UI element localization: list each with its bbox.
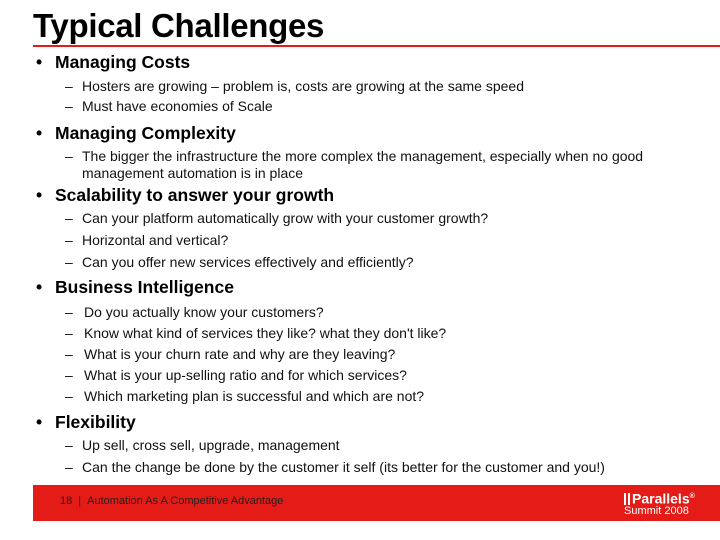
logo-event: Summit 2008 xyxy=(624,505,689,517)
list-item-text: Horizontal and vertical? xyxy=(82,232,229,248)
dash-glyph: – xyxy=(65,98,73,114)
list-item xyxy=(65,388,424,405)
list-item-text: Can the change be done by the customer it self (its better for the customer and you!) xyxy=(82,459,605,475)
section-heading: Scalability to answer your growth xyxy=(55,185,335,205)
list-item-text: The bigger the infrastructure the more complex the management, especially when no good management automation is in place xyxy=(82,148,644,181)
list-item-text: Must have economies of Scale xyxy=(82,98,273,114)
section-heading: Managing Complexity xyxy=(55,123,236,143)
list-item-text: Know what kind of services they like? what they don't like? xyxy=(84,325,447,341)
list-item xyxy=(65,232,228,249)
list-item xyxy=(65,437,340,454)
section-heading: Business Intelligence xyxy=(55,277,234,297)
list-item-text: Do you actually know your customers? xyxy=(84,304,324,320)
section-flexibility xyxy=(36,411,136,433)
list-item-text: Hosters are growing – problem is, costs are growing at the same speed xyxy=(82,78,524,94)
dash-glyph: – xyxy=(65,437,73,453)
section-managing-costs xyxy=(36,51,190,73)
list-item xyxy=(65,459,605,476)
footer-title: Automation As A Competitive Advantage xyxy=(87,495,284,507)
bullet-glyph: • xyxy=(36,123,43,143)
dash-glyph: – xyxy=(65,148,73,164)
logo-trademark: ® xyxy=(689,493,695,500)
title-underline xyxy=(33,45,720,47)
page-number: 18 xyxy=(60,495,73,507)
section-managing-complexity xyxy=(36,122,236,144)
dash-glyph: – xyxy=(65,346,73,362)
list-item xyxy=(65,98,273,115)
section-scalability xyxy=(36,184,334,206)
list-item-text: Which marketing plan is successful and which are not? xyxy=(84,388,425,404)
bullet-glyph: • xyxy=(36,277,43,297)
dash-glyph: – xyxy=(65,254,73,270)
list-item xyxy=(65,325,446,342)
dash-glyph: – xyxy=(65,78,73,94)
dash-glyph: – xyxy=(65,210,73,226)
bullet-glyph: • xyxy=(36,185,43,205)
list-item xyxy=(65,367,407,384)
section-heading: Managing Costs xyxy=(55,52,191,72)
dash-glyph: – xyxy=(65,304,73,320)
bullet-glyph: • xyxy=(36,412,43,432)
list-item-text: Can your platform automatically grow with your customer growth? xyxy=(82,210,489,226)
list-item xyxy=(65,304,324,321)
section-heading: Flexibility xyxy=(55,412,136,432)
dash-glyph: – xyxy=(65,232,73,248)
bullet-glyph: • xyxy=(36,52,43,72)
footer-separator: | xyxy=(78,495,82,507)
list-item-text: What is your churn rate and why are they leaving? xyxy=(84,346,396,362)
logo-wordmark xyxy=(624,490,695,506)
slide-title: Typical Challenges xyxy=(33,7,325,44)
list-item xyxy=(65,346,395,363)
dash-glyph: – xyxy=(65,367,73,383)
dash-glyph: – xyxy=(65,459,73,475)
list-item xyxy=(65,78,524,95)
parallels-bars-icon xyxy=(624,493,630,505)
parallels-logo xyxy=(624,487,720,519)
dash-glyph: – xyxy=(65,388,73,404)
list-item xyxy=(65,254,414,271)
list-item xyxy=(65,148,672,182)
list-item-text: Can you offer new services effectively and efficiently? xyxy=(82,254,414,270)
list-item-text: Up sell, cross sell, upgrade, management xyxy=(82,437,340,453)
list-item-text: What is your up-selling ratio and for which services? xyxy=(84,367,407,383)
section-business-intelligence xyxy=(36,276,234,298)
footer-caption xyxy=(60,495,283,507)
list-item xyxy=(65,210,488,227)
dash-glyph: – xyxy=(65,325,73,341)
logo-name: Parallels xyxy=(632,490,690,507)
